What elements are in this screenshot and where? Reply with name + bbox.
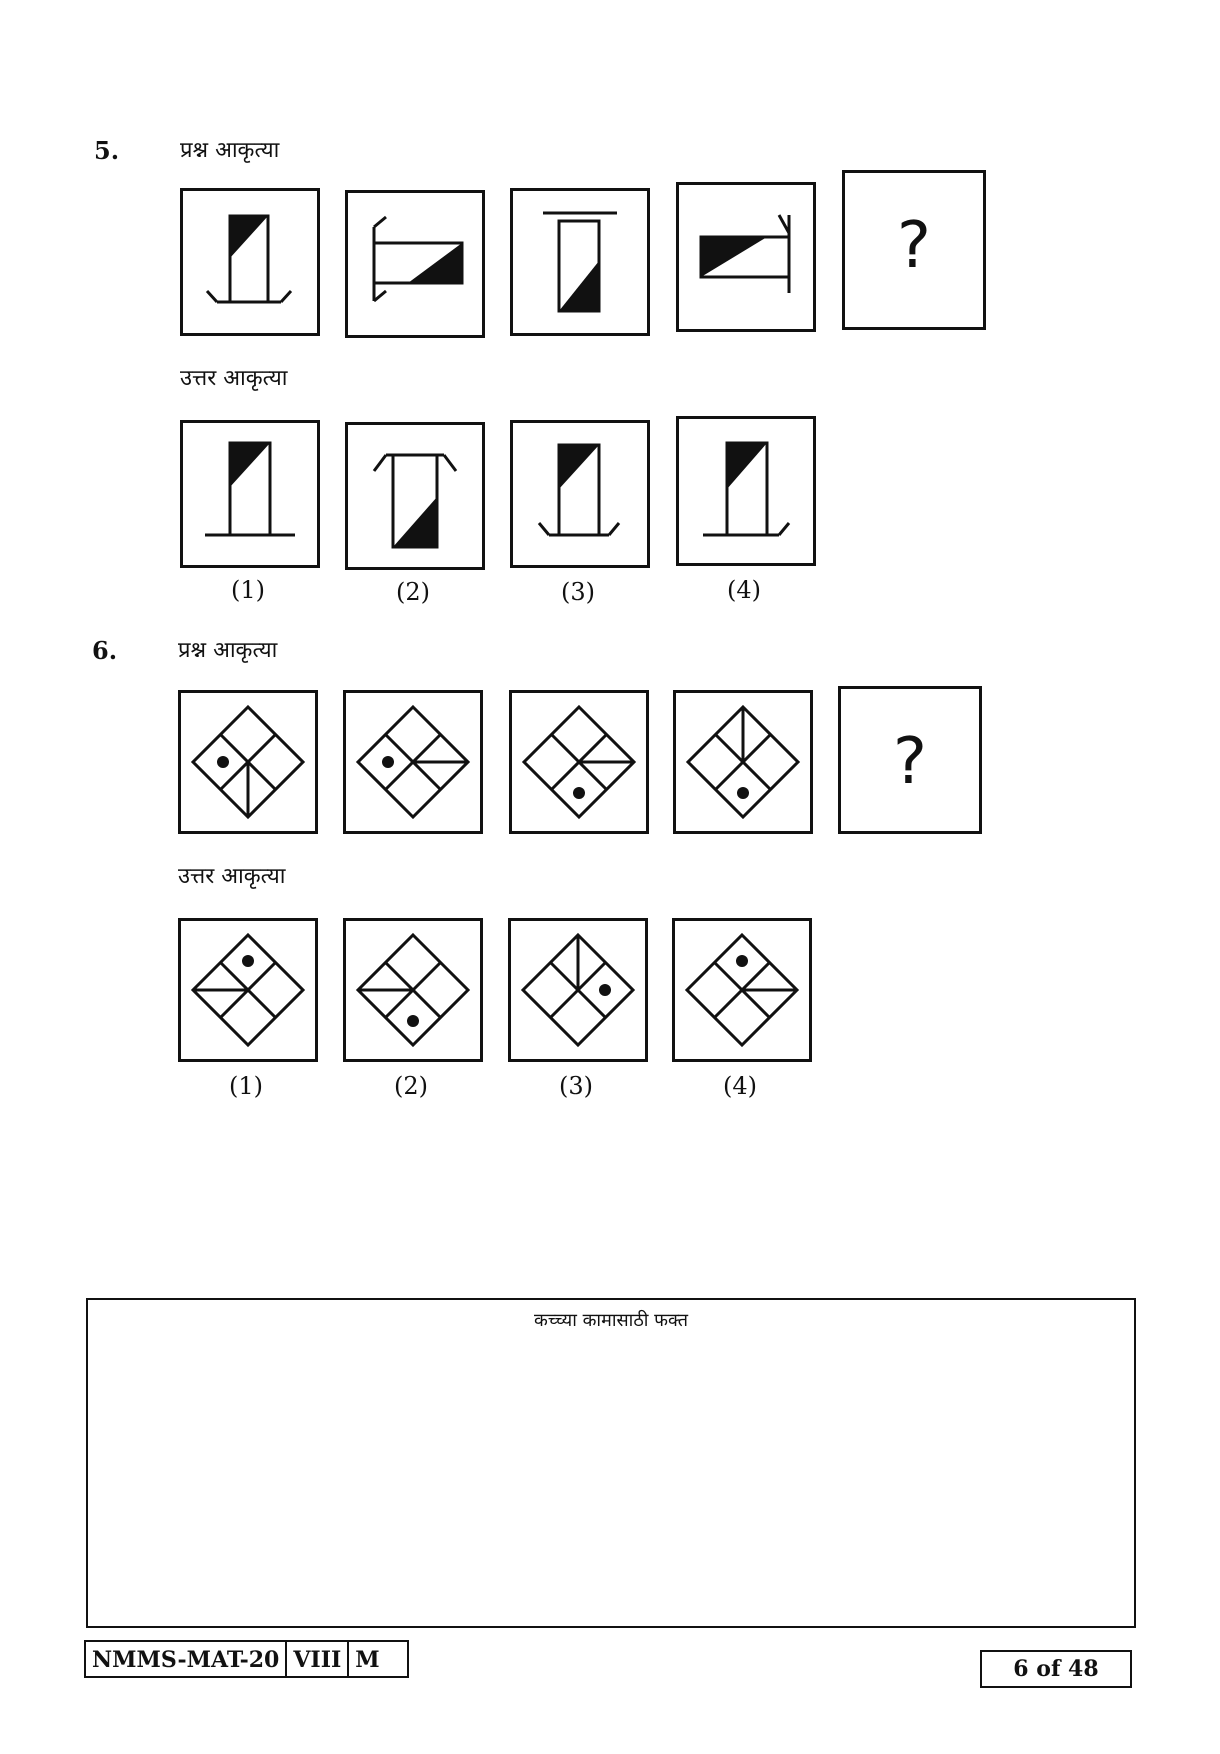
q6-question-figure-2 — [343, 690, 483, 834]
q6-option-4-label: (4) — [723, 1072, 757, 1100]
question-6-number: 6. — [92, 636, 118, 665]
q5-option-1-label: (1) — [231, 576, 265, 604]
q6-question-figure-1 — [178, 690, 318, 834]
q5-option-3-label: (3) — [561, 578, 595, 606]
q6-question-figure-4 — [673, 690, 813, 834]
exam-code-box — [84, 1640, 409, 1678]
exam-code: NMMS-MAT-20 — [86, 1642, 287, 1676]
q6-question-figure-unknown — [838, 686, 982, 834]
q6-option-1-label: (1) — [229, 1072, 263, 1100]
rough-work-area — [86, 1298, 1136, 1628]
q6-answer-option-3[interactable] — [508, 918, 648, 1062]
q6-option-2-label: (2) — [394, 1072, 428, 1100]
rough-work-title: कच्च्या कामासाठी फक्त — [534, 1310, 688, 1331]
q6-answer-option-2[interactable] — [343, 918, 483, 1062]
q5-option-2-label: (2) — [396, 578, 430, 606]
page-number: 6 of 48 — [980, 1650, 1132, 1688]
exam-grade: VIII — [287, 1642, 349, 1676]
q5-answer-option-4[interactable] — [676, 416, 816, 566]
q6-option-3-label: (3) — [559, 1072, 593, 1100]
q6-answer-option-1[interactable] — [178, 918, 318, 1062]
question-mark: ? — [897, 209, 931, 283]
exam-medium: M — [355, 1647, 380, 1673]
q5-question-figure-4 — [676, 182, 816, 332]
question-5-answers-label: उत्तर आकृत्या — [180, 366, 288, 391]
question-5-figures-label: प्रश्न आकृत्या — [180, 138, 280, 163]
question-6-answers-label: उत्तर आकृत्या — [178, 864, 286, 889]
q5-question-figure-2 — [345, 190, 485, 338]
q6-question-figure-3 — [509, 690, 649, 834]
question-6-figures-label: प्रश्न आकृत्या — [178, 638, 278, 663]
q5-answer-option-2[interactable] — [345, 422, 485, 570]
question-mark: ? — [893, 725, 927, 799]
q5-question-figure-unknown — [842, 170, 986, 330]
q5-answer-option-1[interactable] — [180, 420, 320, 568]
question-5-number: 5. — [94, 136, 120, 165]
q5-question-figure-3 — [510, 188, 650, 336]
q5-option-4-label: (4) — [727, 576, 761, 604]
q5-question-figure-1 — [180, 188, 320, 336]
q6-answer-option-4[interactable] — [672, 918, 812, 1062]
q5-answer-option-3[interactable] — [510, 420, 650, 568]
